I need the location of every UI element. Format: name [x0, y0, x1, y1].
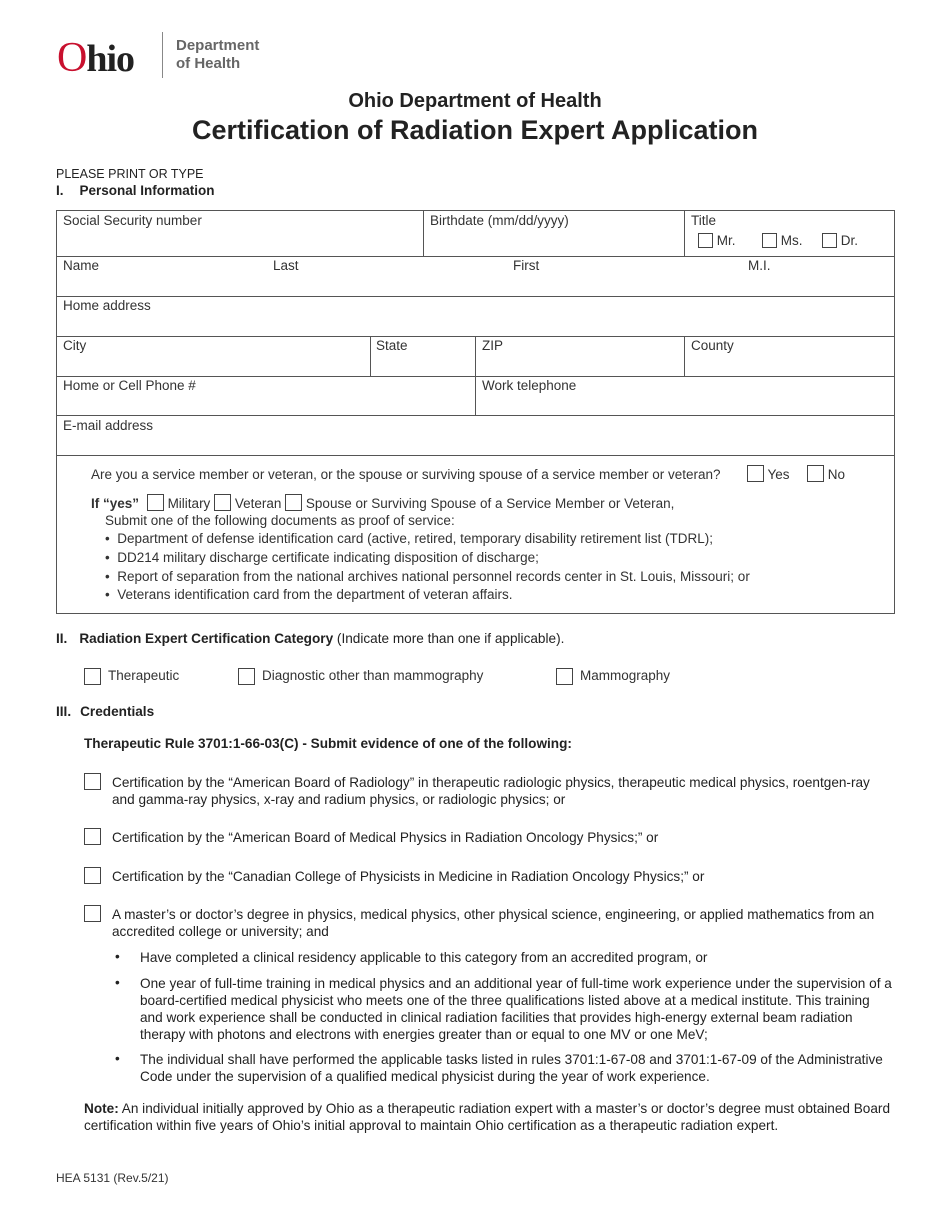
sub-bullet-tasks: The individual shall have performed the applicable tasks listed in rules 3701:1-67-08 and 3701:1-67-09 of the Administrative Code under the supervision of a qualified medical physicist during the year of work experience. [140, 1052, 883, 1084]
title-dr-option[interactable]: Dr. [822, 233, 858, 248]
bullet: • [115, 1051, 120, 1066]
abr-checkbox[interactable] [84, 773, 101, 790]
therapeutic-rule-subhead: Therapeutic Rule 3701:1-66-03(C) - Submit evidence of one of the following: [84, 736, 572, 751]
therapeutic-checkbox[interactable] [84, 668, 101, 685]
sub-bullet-training: One year of full-time training in medical physics and an additional year of full-time work experience under the supervision of a board-certified medical physicist who meets one of the three qualifications listed above at a medical institute. This training and work experience shall be conducted in clinical radiation facilities that provides high-energy external beam radiation therapy with photons and electrons with energies greater than or equal to one MV or one MeV; [140, 976, 892, 1042]
form-id: HEA 5131 (Rev.5/21) [56, 1171, 169, 1185]
zip-field[interactable]: ZIP [482, 338, 504, 353]
section3-heading: III. Credentials [56, 704, 155, 719]
form-title: Certification of Radiation Expert Application [191, 115, 759, 145]
ccpm-checkbox[interactable] [84, 867, 101, 884]
ssn-field[interactable]: Social Security number [63, 213, 202, 228]
diagnostic-checkbox[interactable] [238, 668, 255, 685]
veteran-no-option[interactable]: No [807, 465, 845, 482]
mammography-label: Mammography [580, 668, 671, 683]
dr-checkbox[interactable] [822, 233, 837, 248]
therapeutic-label: Therapeutic [108, 668, 180, 683]
county-field[interactable]: County [691, 338, 734, 353]
city-field[interactable]: City [63, 338, 87, 353]
certification-note: Note: An individual initially approved by Ohio as a therapeutic radiation expert with a master’s or doctor’s degree must obtained Board certification within five years of Ohio’s initial approval to maintain Ohio certification as a therapeutic radiation expert. [84, 1101, 891, 1133]
veteran-yes-checkbox[interactable] [747, 465, 764, 482]
military-checkbox[interactable] [147, 494, 164, 511]
home-address-field[interactable]: Home address [63, 298, 151, 313]
first-name-field[interactable]: First [513, 258, 540, 273]
bullet: • [115, 949, 120, 964]
mammography-checkbox[interactable] [556, 668, 573, 685]
veteran-question: Are you a service member or veteran, or the spouse or surviving spouse of a service member or veteran? [91, 467, 721, 482]
doc-item: • DD214 military discharge certificate indicating disposition of discharge; [105, 550, 539, 565]
bullet: • [115, 975, 120, 990]
section2-heading: II. Radiation Expert Certification Category (Indicate more than one if applicable). [56, 631, 565, 646]
doc-item: • Report of separation from the national archives national personnel records center in St. Louis, Missouri; or [105, 569, 750, 584]
section1-heading: I. Personal Information [56, 183, 215, 198]
credential-item-ccpm: Certification by the “Canadian College of Physicists in Medicine in Radiation Oncology Physics;” or [112, 869, 705, 884]
logo-department: Department of Health [176, 37, 260, 72]
degree-checkbox[interactable] [84, 905, 101, 922]
submit-docs-text: Submit one of the following documents as proof of service: [105, 513, 455, 528]
credential-item-abr: Certification by the “American Board of Radiology” in therapeutic radiologic physics, therapeutic medical physics, roentgen-ray and gamma-ray physics, x-ray and radium physics, or radiologic physics; or [112, 775, 870, 807]
ms-checkbox[interactable] [762, 233, 777, 248]
credential-item-degree: A master’s or doctor’s degree in physics, medical physics, other physical science, engineering, or applied mathematics from an accredited college or university; and [112, 907, 875, 939]
middle-initial-field[interactable]: M.I. [748, 258, 771, 273]
veteran-yes-option[interactable]: Yes [747, 465, 790, 482]
title-mr-option[interactable]: Mr. [698, 233, 736, 248]
title-label: Title [691, 213, 717, 228]
spouse-checkbox[interactable] [285, 494, 302, 511]
credential-item-abmp: Certification by the “American Board of Medical Physics in Radiation Oncology Physics;” or [112, 830, 659, 845]
veteran-no-checkbox[interactable] [807, 465, 824, 482]
email-field[interactable]: E-mail address [63, 418, 154, 433]
last-name-field[interactable]: Last [273, 258, 299, 273]
name-label: Name [63, 258, 100, 273]
logo-divider [162, 32, 163, 78]
agency-heading: Ohio Department of Health [348, 90, 602, 112]
ohio-logo: Ohio [57, 35, 135, 81]
sub-bullet-residency: Have completed a clinical residency applicable to this category from an accredited program, or [140, 950, 708, 965]
doc-item: • Veterans identification card from the department of veteran affairs. [105, 587, 513, 602]
work-phone-field[interactable]: Work telephone [482, 378, 577, 393]
title-ms-option[interactable]: Ms. [762, 233, 803, 248]
diagnostic-label: Diagnostic other than mammography [262, 668, 484, 683]
birthdate-field[interactable]: Birthdate (mm/dd/yyyy) [430, 213, 569, 228]
if-yes-row: If “yes” Military Veteran Spouse or Surviving Spouse of a Service Member or Veteran, [91, 496, 675, 511]
mr-checkbox[interactable] [698, 233, 713, 248]
state-field[interactable]: State [376, 338, 408, 353]
veteran-checkbox[interactable] [214, 494, 231, 511]
print-instruction: PLEASE PRINT OR TYPE [56, 167, 204, 181]
abmp-checkbox[interactable] [84, 828, 101, 845]
doc-item: • Department of defense identification card (active, retired, temporary disability retirement list (TDRL); [105, 531, 713, 546]
home-phone-field[interactable]: Home or Cell Phone # [63, 378, 196, 393]
